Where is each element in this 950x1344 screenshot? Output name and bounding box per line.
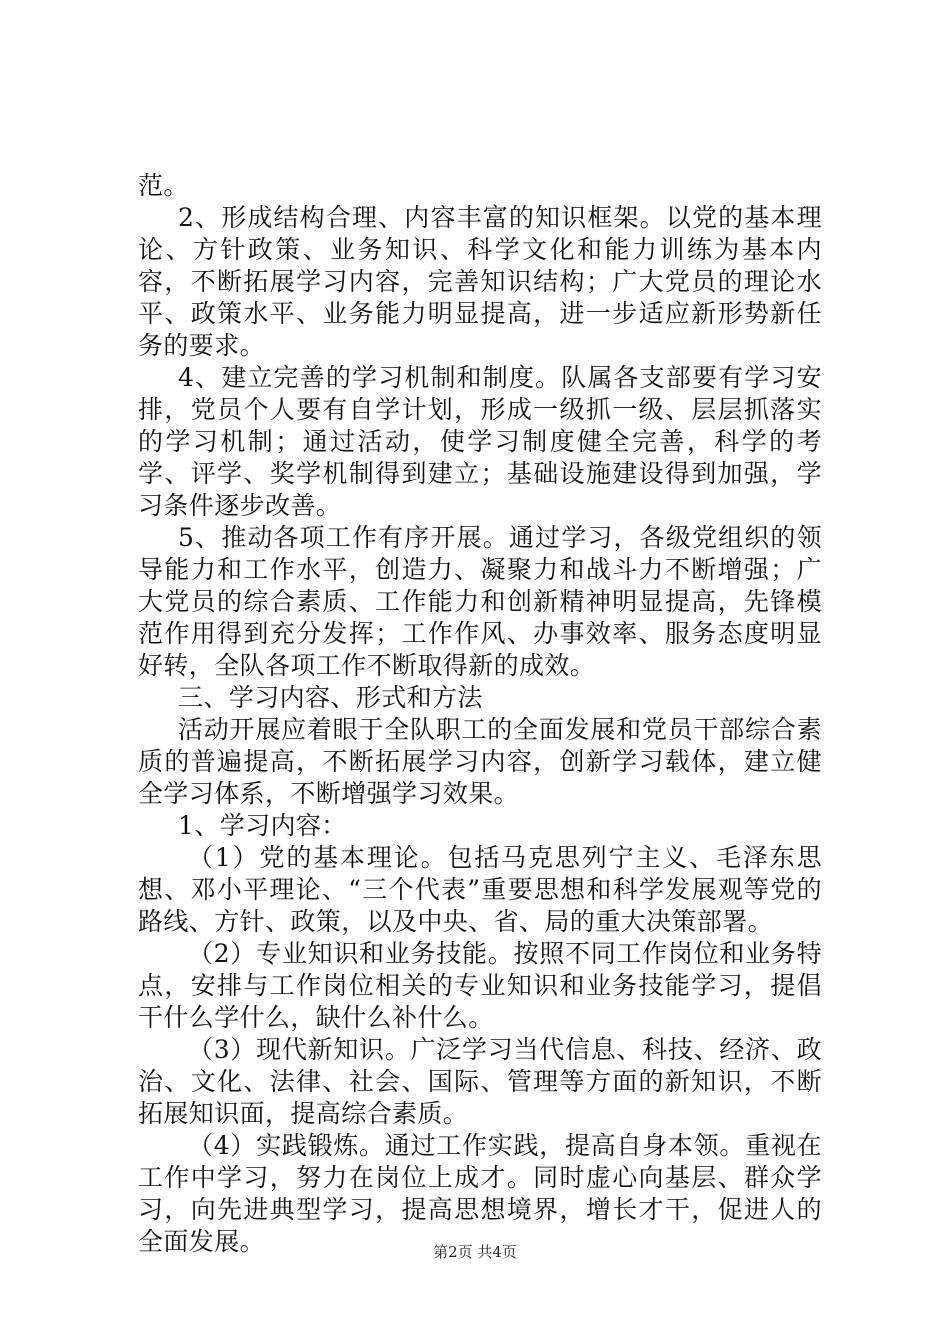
paragraph-item-5: 5、推动各项工作有序开展。通过学习，各级党组织的领导能力和工作水平，创造力、凝聚力和战斗力不断增强；广大党员的综合素质、工作能力和创新精神明显提高，先锋模范作用得到充分发挥；工作作风、办事效率、服务态度明显好转，全队各项工作不断取得新的成效。: [138, 523, 822, 680]
page-footer: 第2页 共4页: [433, 1243, 517, 1261]
paragraph-item-4: 4、建立完善的学习机制和制度。队属各支部要有学习安排，党员个人要有自学计划，形成一级抓一级、层层抓落实的学习机制；通过活动，使学习制度健全完善，科学的考学、评学、奖学机制得到建立；基础设施建设得到加强，学习条件逐步改善。: [138, 363, 822, 520]
paragraph-subitem-2: （2）专业知识和业务技能。按照不同工作岗位和业务特点，安排与工作岗位相关的专业知识和业务技能学习，提倡干什么学什么，缺什么补什么。: [138, 939, 822, 1032]
paragraph-subitem-1: （1）党的基本理论。包括马克思列宁主义、毛泽东思想、邓小平理论、“三个代表”重要思想和科学发展观等党的路线、方针、政策，以及中央、省、局的重大决策部署。: [138, 843, 822, 936]
paragraph-subitem-4: （4）实践锻炼。通过工作实践，提高自身本领。重视在工作中学习，努力在岗位上成才。同时虚心向基层、群众学习，向先进典型学习，提高思想境界，增长才干，促进人的全面发展。: [138, 1131, 822, 1256]
paragraph-subitem-3: （3）现代新知识。广泛学习当代信息、科技、经济、政治、文化、法律、社会、国际、管理等方面的新知识，不断拓展知识面，提高综合素质。: [138, 1035, 822, 1128]
document-body: [138, 170, 822, 1258]
section-heading: 三、学习内容、形式和方法: [178, 683, 483, 712]
subheading-learning-content: 1、学习内容：: [178, 811, 347, 840]
paragraph-continuation: 范。: [138, 171, 189, 200]
paragraph-section-intro: 活动开展应着眼于全队职工的全面发展和党员干部综合素质的普遍提高，不断拓展学习内容，创新学习载体，建立健全学习体系，不断增强学习效果。: [138, 715, 822, 808]
paragraph-item-2: 2、形成结构合理、内容丰富的知识框架。以党的基本理论、方针政策、业务知识、科学文化和能力训练为基本内容，不断拓展学习内容，完善知识结构；广大党员的理论水平、政策水平、业务能力明显提高，进一步适应新形势新任务的要求。: [138, 203, 822, 360]
